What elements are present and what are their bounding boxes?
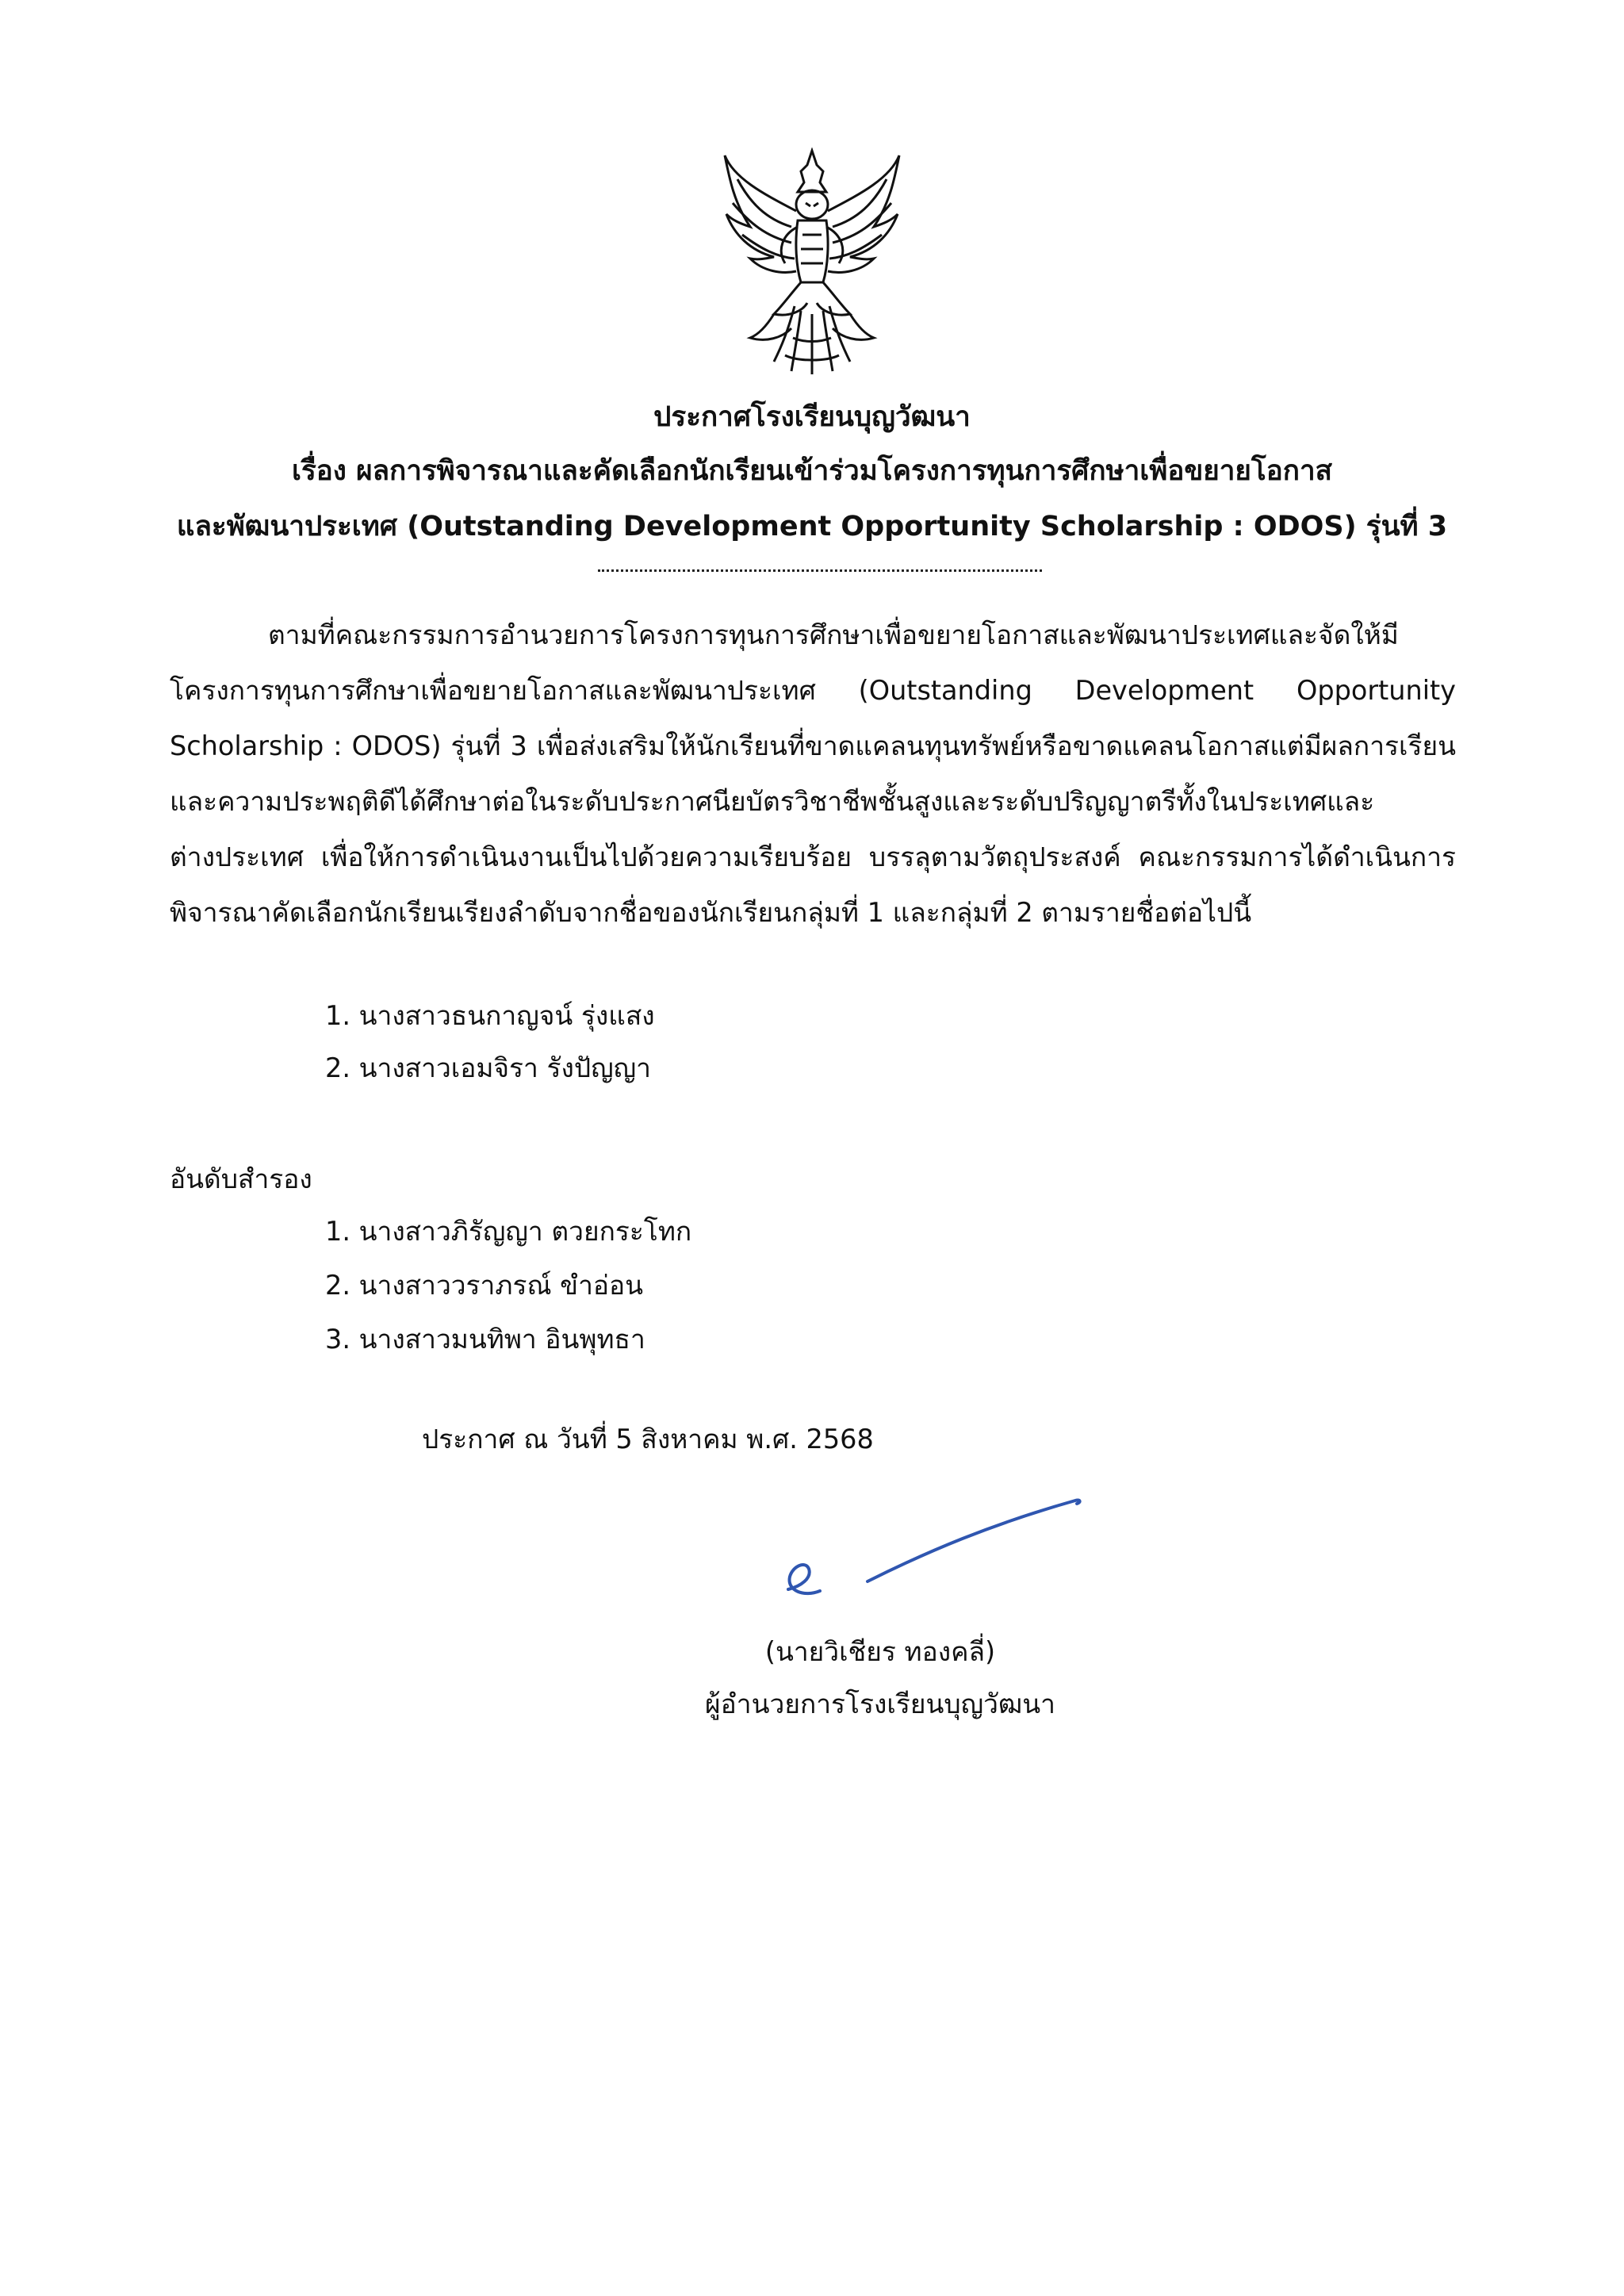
subject-line-2: และพัฒนาประเทศ (Outstanding Development Opportunity Scholarship : ODOS) รุ่นที่ 3 xyxy=(176,511,1448,542)
selected-student: 2. นางสาวเอมจิรา รังปัญญา xyxy=(325,1052,651,1083)
paragraph-line: พิจารณาคัดเลือกนักเรียนเรียงลำดับจากชื่อของนักเรียนกลุ่มที่ 1 และกลุ่มที่ 2 ตามรายชื่อต่อไปนี้ xyxy=(170,897,1252,928)
announcement-title: ประกาศโรงเรียนบุญวัฒนา xyxy=(653,401,971,433)
reserve-label: อันดับสำรอง xyxy=(170,1163,312,1194)
separator-dotted-line xyxy=(598,569,1042,572)
signature-icon xyxy=(785,1489,1102,1608)
paragraph-line: ตามที่คณะกรรมการอำนวยการโครงการทุนการศึกษาเพื่อขยายโอกาสและพัฒนาประเทศและจัดให้มี xyxy=(268,619,1399,650)
reserve-student: 1. นางสาวภิรัญญา ตวยกระโทก xyxy=(325,1216,692,1247)
reserve-student: 3. นางสาวมนทิพา อินพุทธา xyxy=(325,1324,645,1355)
reserve-student: 2. นางสาววราภรณ์ ขำอ่อน xyxy=(325,1270,644,1301)
paragraph-line: และความประพฤติดีได้ศึกษาต่อในระดับประกาศนียบัตรวิชาชีพชั้นสูงและระดับปริญญาตรีทั้งในประเทศและ xyxy=(170,786,1375,817)
announcement-date: ประกาศ ณ วันที่ 5 สิงหาคม พ.ศ. 2568 xyxy=(422,1424,874,1455)
signatory-name: (นายวิเชียร ทองคลี่) xyxy=(764,1636,996,1667)
signatory-position: ผู้อำนวยการโรงเรียนบุญวัฒนา xyxy=(705,1688,1055,1719)
paragraph-line: Scholarship : ODOS) รุ่นที่ 3 เพื่อส่งเสริมให้นักเรียนที่ขาดแคลนทุนทรัพย์หรือขาดแคลนโอกาสแต่มีผลการเรียน xyxy=(170,730,1456,761)
garuda-emblem-icon xyxy=(718,148,906,378)
subject-line-1: เรื่อง ผลการพิจารณาและคัดเลือกนักเรียนเข้าร่วมโครงการทุนการศึกษาเพื่อขยายโอกาส xyxy=(292,455,1332,487)
selected-student: 1. นางสาวธนกาญจน์ รุ่งแสง xyxy=(325,1000,655,1031)
paragraph-line: ต่างประเทศ เพื่อให้การดำเนินงานเป็นไปด้วยความเรียบร้อย บรรลุตามวัตถุประสงค์ คณะกรรมการได้ดำเนินการ xyxy=(170,841,1456,872)
paragraph-line: โครงการทุนการศึกษาเพื่อขยายโอกาสและพัฒนาประเทศ (Outstanding Development Opportunity xyxy=(170,675,1456,706)
